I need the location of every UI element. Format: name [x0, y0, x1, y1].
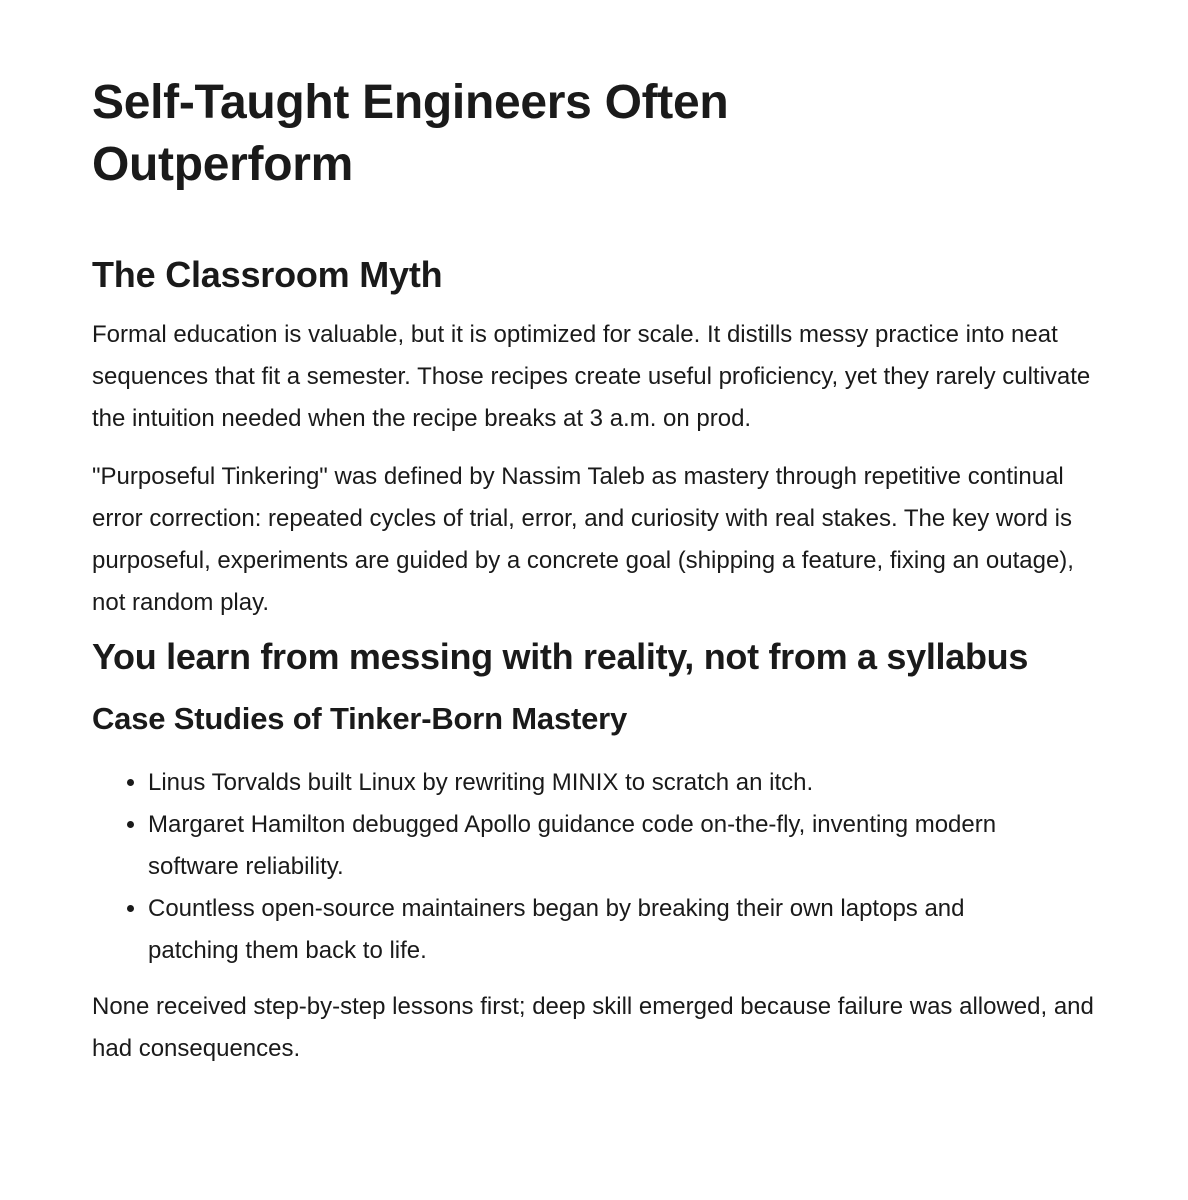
- list-item: • Countless open-source maintainers began by breaking their own laptops and patching them back to life.: [148, 888, 1048, 972]
- paragraph-formal-education: Formal education is valuable, but it is optimized for scale. It distills messy practice into neat sequences that fit a semester. Those recipes create useful proficiency, yet they rarely cultivate the intuition needed when the recipe breaks at 3 a.m. on prod.: [92, 321, 1091, 432]
- list-item: • Linus Torvalds built Linux by rewriting MINIX to scratch an itch.: [148, 762, 1048, 804]
- section-heading-classroom-myth: The Classroom Myth: [92, 254, 443, 295]
- paragraph-closing: None received step-by-step lessons first; deep skill emerged because failure was allowed, and had consequences.: [92, 993, 1094, 1062]
- section-heading-learn-from-reality: You learn from messing with reality, not from a syllabus: [92, 636, 1029, 677]
- case-studies-list: [92, 762, 1096, 972]
- paragraph-purposeful-tinkering: "Purposeful Tinkering" was defined by Nassim Taleb as mastery through repetitive continual error correction: repeated cycles of trial, error, and curiosity with real stakes. The key word is purposeful, experiments are guided by a concrete goal (shipping a feature, fixing an outage), not random play.: [92, 463, 1074, 616]
- article-title: Self-Taught Engineers Often Outperform: [92, 76, 729, 191]
- subheading-case-studies: Case Studies of Tinker-Born Mastery: [92, 701, 628, 736]
- list-item: • Margaret Hamilton debugged Apollo guidance code on-the-fly, inventing modern software reliability.: [148, 804, 1048, 888]
